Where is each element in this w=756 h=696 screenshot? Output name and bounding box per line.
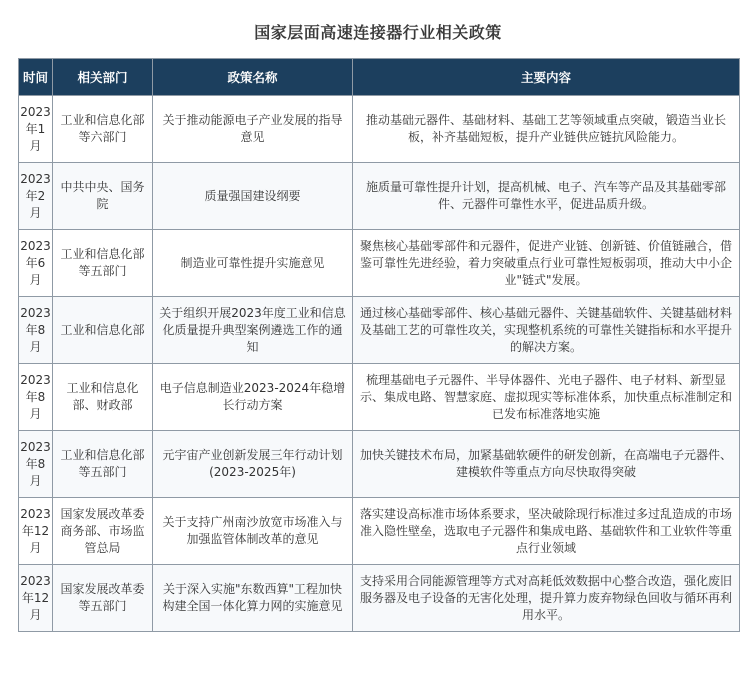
cell-dept: 中共中央、国务院 <box>53 163 153 230</box>
table-row <box>19 431 740 498</box>
cell-dept: 工业和信息化部等五部门 <box>53 230 153 297</box>
cell-dept: 工业和信息化部 <box>53 297 153 364</box>
cell-policy-name: 关于组织开展2023年度工业和信息化质量提升典型案例遴选工作的通知 <box>153 297 353 364</box>
cell-dept: 工业和信息化部、财政部 <box>53 364 153 431</box>
header-time: 时间 <box>19 59 53 96</box>
cell-policy-name: 元宇宙产业创新发展三年行动计划(2023-2025年) <box>153 431 353 498</box>
table-row <box>19 498 740 565</box>
table-row <box>19 96 740 163</box>
cell-content: 通过核心基础零部件、核心基础元器件、关键基础软件、关键基础材料及基础工艺的可靠性攻关，实现整机系统的可靠性关键指标和水平提升的解决方案。 <box>353 297 740 364</box>
header-name: 政策名称 <box>153 59 353 96</box>
cell-time: 2023年8月 <box>19 431 53 498</box>
cell-time: 2023年2月 <box>19 163 53 230</box>
cell-time: 2023年8月 <box>19 297 53 364</box>
cell-content: 推动基础元器件、基础材料、基础工艺等领域重点突破，锻造当业长板，补齐基础短板，提升产业链供应链抗风险能力。 <box>353 96 740 163</box>
cell-dept: 国家发展改革委商务部、市场监管总局 <box>53 498 153 565</box>
cell-dept: 工业和信息化部等五部门 <box>53 431 153 498</box>
policy-table <box>18 58 740 632</box>
cell-content: 聚焦核心基础零部件和元器件，促进产业链、创新链、价值链融合，借鉴可靠性先进经验，着力突破重点行业可靠性短板弱项，推动大中小企业"链式"发展。 <box>353 230 740 297</box>
table-row <box>19 230 740 297</box>
cell-content: 梳理基础电子元器件、半导体器件、光电子器件、电子材料、新型显示、集成电路、智慧家庭、虚拟现实等标准体系，加快重点标准制定和已发布标准落地实施 <box>353 364 740 431</box>
cell-time: 2023年1月 <box>19 96 53 163</box>
table-header-row <box>19 59 740 96</box>
cell-time: 2023年12月 <box>19 565 53 632</box>
cell-time: 2023年12月 <box>19 498 53 565</box>
page-title: 国家层面高速连接器行业相关政策 <box>254 23 502 42</box>
cell-content: 施质量可靠性提升计划，提高机械、电子、汽车等产品及其基础零部件、元器件可靠性水平，促进品质升级。 <box>353 163 740 230</box>
cell-policy-name: 制造业可靠性提升实施意见 <box>153 230 353 297</box>
cell-policy-name: 关于推动能源电子产业发展的指导意见 <box>153 96 353 163</box>
cell-dept: 工业和信息化部等六部门 <box>53 96 153 163</box>
table-row <box>19 565 740 632</box>
table-row <box>19 297 740 364</box>
table-row <box>19 163 740 230</box>
cell-policy-name: 电子信息制造业2023-2024年稳增长行动方案 <box>153 364 353 431</box>
cell-time: 2023年6月 <box>19 230 53 297</box>
cell-content: 落实建设高标准市场体系要求，坚决破除现行标准过多过乱造成的市场准入隐性壁垒，选取电子元器件和集成电路、基础软件和工业软件等重点行业领域 <box>353 498 740 565</box>
cell-content: 支持采用合同能源管理等方式对高耗低效数据中心整合改造，强化废旧服务器及电子设备的无害化处理，提升算力废弃物绿色回收与循环再利用水平。 <box>353 565 740 632</box>
table-row <box>19 364 740 431</box>
header-dept: 相关部门 <box>53 59 153 96</box>
cell-time: 2023年8月 <box>19 364 53 431</box>
cell-policy-name: 质量强国建设纲要 <box>153 163 353 230</box>
cell-policy-name: 关于深入实施"东数西算"工程加快构建全国一体化算力网的实施意见 <box>153 565 353 632</box>
cell-policy-name: 关于支持广州南沙放宽市场准入与加强监管体制改革的意见 <box>153 498 353 565</box>
cell-content: 加快关键技术布局，加紧基础软硬件的研发创新，在高端电子元器件、建模软件等重点方向尽快取得突破 <box>353 431 740 498</box>
header-content: 主要内容 <box>353 59 740 96</box>
cell-dept: 国家发展改革委等五部门 <box>53 565 153 632</box>
